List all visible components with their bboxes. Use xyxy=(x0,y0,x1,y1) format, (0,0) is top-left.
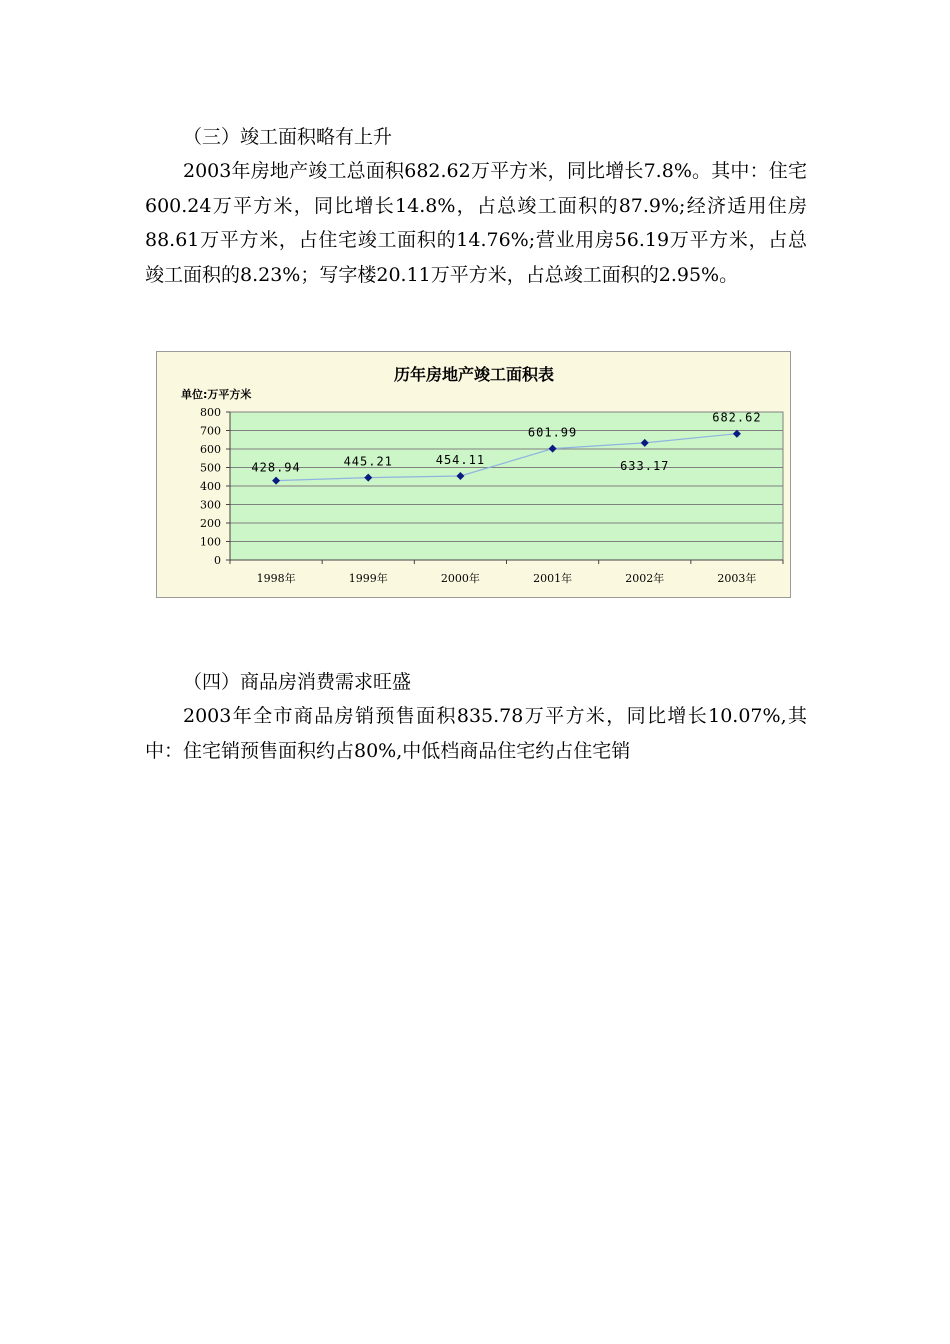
x-tick-label: 1998年 xyxy=(256,572,296,585)
chart-unit-label: 单位:万平方米 xyxy=(181,388,252,401)
section-3-paragraph: 2003年房地产竣工总面积682.62万平方米，同比增长7.8%。其中：住宅600.24万平方米，同比增长14.8%，占总竣工面积的87.9%;经济适用住房88.61万平方米，占住宅竣工面积的14.76%;营业用房56.19万平方米，占总竣工面积的8.23%；写字楼20.11万平方米，占总竣工面积的2.95%。 xyxy=(145,160,807,286)
chart-title: 历年房地产竣工面积表 xyxy=(393,365,555,384)
data-label: 428.94 xyxy=(251,460,301,475)
x-tick-label: 1999年 xyxy=(348,572,388,585)
y-tick-label: 400 xyxy=(200,480,221,493)
completion-area-chart xyxy=(156,351,791,598)
section-4-paragraph: 2003年全市商品房销预售面积835.78万平方米，同比增长10.07%,其中：住宅销预售面积约占80%,中低档商品住宅约占住宅销 xyxy=(145,705,807,762)
y-tick-label: 600 xyxy=(200,443,221,456)
x-tick-label: 2002年 xyxy=(625,572,665,585)
x-tick-label: 2001年 xyxy=(533,572,573,585)
data-label: 601.99 xyxy=(527,425,578,440)
y-tick-label: 500 xyxy=(200,461,221,475)
y-tick-label: 0 xyxy=(214,554,221,567)
y-tick-label: 300 xyxy=(200,498,221,512)
x-tick-label: 2003年 xyxy=(717,572,757,585)
data-label: 445.21 xyxy=(343,454,393,469)
section-4-heading: （四）商品房消费需求旺盛 xyxy=(183,671,412,693)
data-label: 454.11 xyxy=(435,452,486,467)
x-tick-label: 2000年 xyxy=(440,572,480,585)
y-tick-label: 800 xyxy=(200,406,221,419)
data-label: 682.62 xyxy=(712,410,762,425)
data-label: 633.17 xyxy=(620,458,670,473)
y-tick-label: 100 xyxy=(200,535,221,549)
y-tick-label: 200 xyxy=(200,517,221,530)
chart-canvas xyxy=(157,352,792,599)
section-3-heading: （三）竣工面积略有上升 xyxy=(183,126,393,148)
y-tick-label: 700 xyxy=(200,424,221,438)
